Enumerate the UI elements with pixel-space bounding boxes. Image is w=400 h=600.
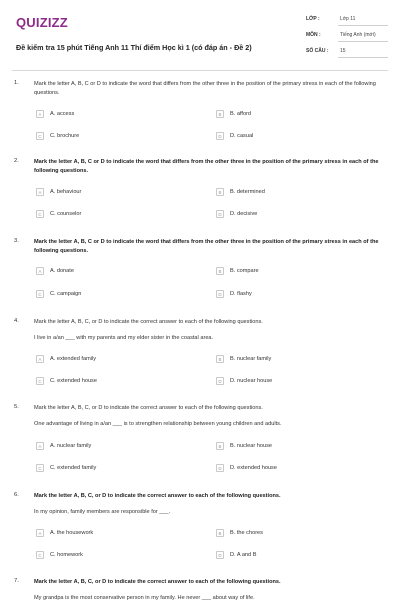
option-letter: B [216, 267, 224, 275]
option-text: A. nuclear family [50, 443, 92, 449]
question-prompt: Mark the letter A, B, C, or D to indicate the correct answer to each of the following questions. [34, 493, 281, 499]
option-text: C. campaign [50, 291, 82, 297]
option-text: B. afford [230, 111, 252, 117]
option-letter: B [216, 442, 224, 450]
question-sentence: One advantage of living in a/an ___ is to strengthen relationship between young children and adults. [34, 421, 282, 427]
option-letter: C [36, 290, 44, 298]
page-title: Đề kiểm tra 15 phút Tiếng Anh 11 Thí điểm Học kì 1 (có đáp án - Đề 2) [16, 43, 252, 52]
option-text: D. casual [230, 133, 254, 139]
worksheet-header [12, 10, 388, 62]
option-text: D. decisive [230, 211, 258, 217]
option-letter: A [36, 188, 44, 196]
divider [338, 41, 388, 42]
option-text: B. the chores [230, 530, 263, 536]
option-letter: B [216, 355, 224, 363]
question-number: 7. [14, 578, 19, 584]
option-letter: B [216, 529, 224, 537]
option-text: C. brochure [50, 133, 80, 139]
option-letter: A [36, 355, 44, 363]
question-prompt: Mark the letter A, B, C or D to indicate the word that differs from the other three in the position of the primary stress in each of the following questions. [34, 159, 379, 174]
meta-value: 15 [340, 48, 346, 54]
option-letter: D [216, 551, 224, 559]
option-text: A. the housework [50, 530, 94, 536]
meta-key: MÔN : [306, 32, 321, 38]
question-number: 1. [14, 80, 19, 86]
option-text: D. extended house [230, 465, 277, 471]
option-letter: B [216, 188, 224, 196]
option-letter: C [36, 464, 44, 472]
meta-row-class [306, 12, 388, 26]
option-letter: C [36, 551, 44, 559]
option-text: D. flashy [230, 291, 252, 297]
option-text: A. access [50, 111, 75, 117]
question-prompt: Mark the letter A, B, C, or D to indicate the correct answer to each of the following questions. [34, 579, 281, 585]
meta-key: SỐ CÂU : [306, 48, 329, 54]
option-letter: D [216, 132, 224, 140]
question-number: 4. [14, 318, 19, 324]
option-text: A. donate [50, 268, 74, 274]
option-text: B. determined [230, 189, 265, 195]
meta-value: Lớp 11 [340, 16, 356, 22]
question-prompt: Mark the letter A, B, C or D to indicate the word that differs from the other three in the position of the primary stress in each of the following questions. [34, 81, 376, 96]
option-letter: B [216, 110, 224, 118]
meta-row-count [306, 44, 388, 58]
option-letter: C [36, 132, 44, 140]
option-letter: D [216, 377, 224, 385]
question-number: 5. [14, 404, 19, 410]
option-text: D. nuclear house [230, 378, 273, 384]
option-letter: D [216, 464, 224, 472]
option-letter: A [36, 529, 44, 537]
question-prompt: Mark the letter A, B, C, or D to indicate the correct answer to each of the following questions. [34, 319, 263, 325]
header-divider [12, 70, 388, 71]
question-number: 2. [14, 158, 19, 164]
option-text: A. behaviour [50, 189, 82, 195]
question-sentence: My grandpa is the most conservative person in my family. He never ___ about way of life. [34, 595, 255, 600]
option-letter: C [36, 377, 44, 385]
option-text: C. homework [50, 552, 83, 558]
option-letter: D [216, 290, 224, 298]
divider [338, 25, 388, 26]
option-text: C. extended house [50, 378, 97, 384]
question-prompt: Mark the letter A, B, C or D to indicate the word that differs from the other three in the position of the primary stress in each of the following questions. [34, 239, 379, 254]
option-text: C. counselor [50, 211, 82, 217]
question-sentence: In my opinion, family members are responsible for ___. [34, 509, 171, 515]
option-letter: A [36, 267, 44, 275]
option-letter: C [36, 210, 44, 218]
divider [338, 57, 388, 58]
question-prompt: Mark the letter A, B, C, or D to indicate the correct answer to each of the following questions. [34, 405, 263, 411]
option-text: B. compare [230, 268, 259, 274]
question-sentence: I live in a/an ___ with my parents and my elder sister in the coastal area. [34, 335, 214, 341]
option-text: C. extended family [50, 465, 97, 471]
option-text: D. A and B [230, 552, 257, 558]
option-letter: A [36, 110, 44, 118]
option-text: B. nuclear house [230, 443, 272, 449]
meta-value: Tiếng Anh (mới) [340, 32, 376, 38]
option-letter: A [36, 442, 44, 450]
meta-row-subject [306, 28, 388, 42]
option-text: B. nuclear family [230, 356, 272, 362]
question-number: 6. [14, 492, 19, 498]
meta-key: LỚP : [306, 16, 320, 22]
question-number: 3. [14, 238, 19, 244]
quizizz-logo: QUIZIZZ [16, 15, 68, 30]
option-text: A. extended family [50, 356, 97, 362]
option-letter: D [216, 210, 224, 218]
